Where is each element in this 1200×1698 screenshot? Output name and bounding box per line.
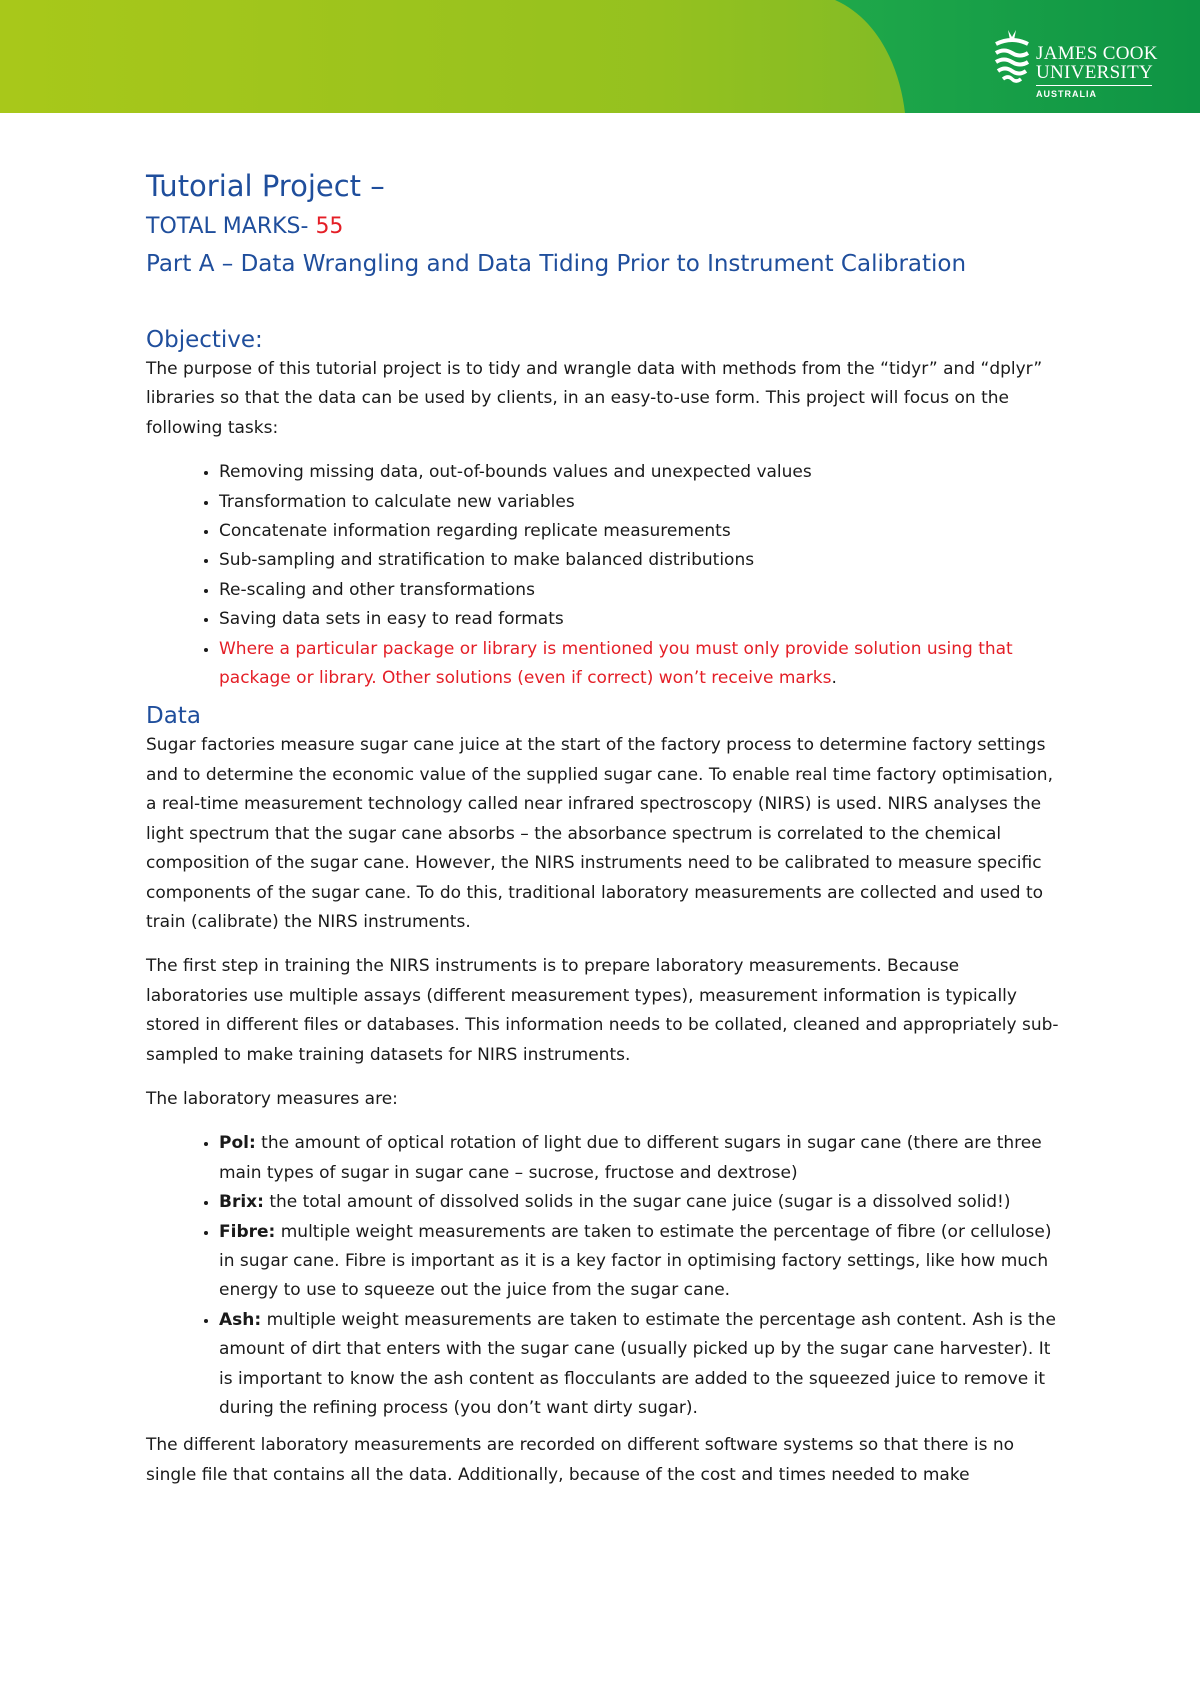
task-item: • Sub-sampling and stratification to make balanced distributions <box>219 546 1066 575</box>
measure-item <box>219 1188 1066 1217</box>
data-paragraph-3: The laboratory measures are: <box>146 1088 398 1109</box>
measure-text: the amount of optical rotation of light due to different sugars in sugar cane (there are three main types of sugar in sugar cane – sucrose, fructose and dextrose) <box>219 1133 1042 1183</box>
measure-item <box>219 1218 1066 1306</box>
measure-text: multiple weight measurements are taken to estimate the percentage of fibre (or cellulose) in sugar cane. Fibre is important as it is a key factor in optimising factory settings, like how much energy to use to squeeze out the juice from the sugar cane. <box>219 1221 1052 1301</box>
task-item: • Transformation to calculate new variables <box>219 488 1066 517</box>
header-banner <box>0 0 1200 113</box>
data-heading: Data <box>146 703 201 730</box>
jcu-logo <box>994 28 1158 100</box>
task-item: • Saving data sets in easy to read formats <box>219 605 1066 634</box>
measure-term: Ash: <box>219 1309 262 1330</box>
measure-text: the total amount of dissolved solids in the sugar cane juice (sugar is a dissolved solid!) <box>263 1192 1011 1213</box>
measure-term: Pol: <box>219 1133 256 1154</box>
document-body <box>146 168 1066 1505</box>
data-paragraph-1: Sugar factories measure sugar cane juice at the start of the factory process to determine factory settings and to determine the economic value of the supplied sugar cane. To enable real time factory optimisation, a real-time measurement technology called near infrared spectroscopy (NIRS) is used. NIRS analyses the light spectrum that the sugar cane absorbs – the absorbance spectrum is correlated to the chemical composition of the sugar cane. However, the NIRS instruments need to be calibrated to measure specific components of the sugar cane. To do this, traditional laboratory measurements are collected and used to train (calibrate) the NIRS instruments. <box>146 735 1053 932</box>
total-marks <box>146 212 1066 242</box>
logo-text-line2: UNIVERSITY <box>1036 62 1153 83</box>
task-item: • Removing missing data, out-of-bounds values and unexpected values <box>219 458 1066 487</box>
measure-term: Fibre: <box>219 1221 276 1242</box>
logo-text-line3: AUSTRALIA <box>1036 89 1097 99</box>
data-paragraph-2: The first step in training the NIRS instruments is to prepare laboratory measurements. Because laboratories use multiple assays (different measurement types), measurement information is typically stored in different files or databases. This information needs to be collated, cleaned and appropriately sub-sampled to make training datasets for NIRS instruments. <box>146 956 1059 1065</box>
part-title: Part A – Data Wrangling and Data Tiding Prior to Instrument Calibration <box>146 251 967 277</box>
task-item: • Concatenate information regarding replicate measurements <box>219 517 1066 546</box>
measures-list <box>146 1129 1066 1423</box>
task-list <box>146 458 1066 693</box>
total-marks-value: 55 <box>315 214 344 239</box>
total-marks-label: TOTAL MARKS- <box>146 214 316 239</box>
warning-text: Where a particular package or library is mentioned you must only provide solution using that package or library. Other solutions (even if correct) won’t receive marks <box>219 638 1013 689</box>
measure-term: Brix: <box>219 1192 264 1213</box>
logo-text-line1: JAMES COOK <box>1036 43 1158 64</box>
measure-item <box>219 1306 1066 1424</box>
document-title: Tutorial Project – <box>146 169 385 203</box>
task-item-warning <box>219 635 1066 694</box>
measure-item <box>219 1129 1066 1188</box>
measure-text: multiple weight measurements are taken to estimate the percentage ash content. Ash is the amount of dirt that enters with the sugar cane (usually picked up by the sugar cane harvester). It is important to know the ash content as flocculants are added to the squeezed juice to remove it during the refining process (you don’t want dirty sugar). <box>219 1309 1056 1418</box>
objective-heading: Objective: <box>146 327 263 353</box>
jcu-crest-icon <box>994 28 1030 84</box>
objective-intro: The purpose of this tutorial project is to tidy and wrangle data with methods from the “tidyr” and “dplyr” libraries so that the data can be used by clients, in an easy-to-use form. This project will focus on the following tasks: <box>146 359 1043 438</box>
logo-divider <box>1036 85 1152 86</box>
data-paragraph-4: The different laboratory measurements are recorded on different software systems so that there is no single file that contains all the data. Additionally, because of the cost and times needed to make <box>146 1435 1015 1485</box>
task-item: • Re-scaling and other transformations <box>219 576 1066 605</box>
warning-end: . <box>831 668 837 689</box>
